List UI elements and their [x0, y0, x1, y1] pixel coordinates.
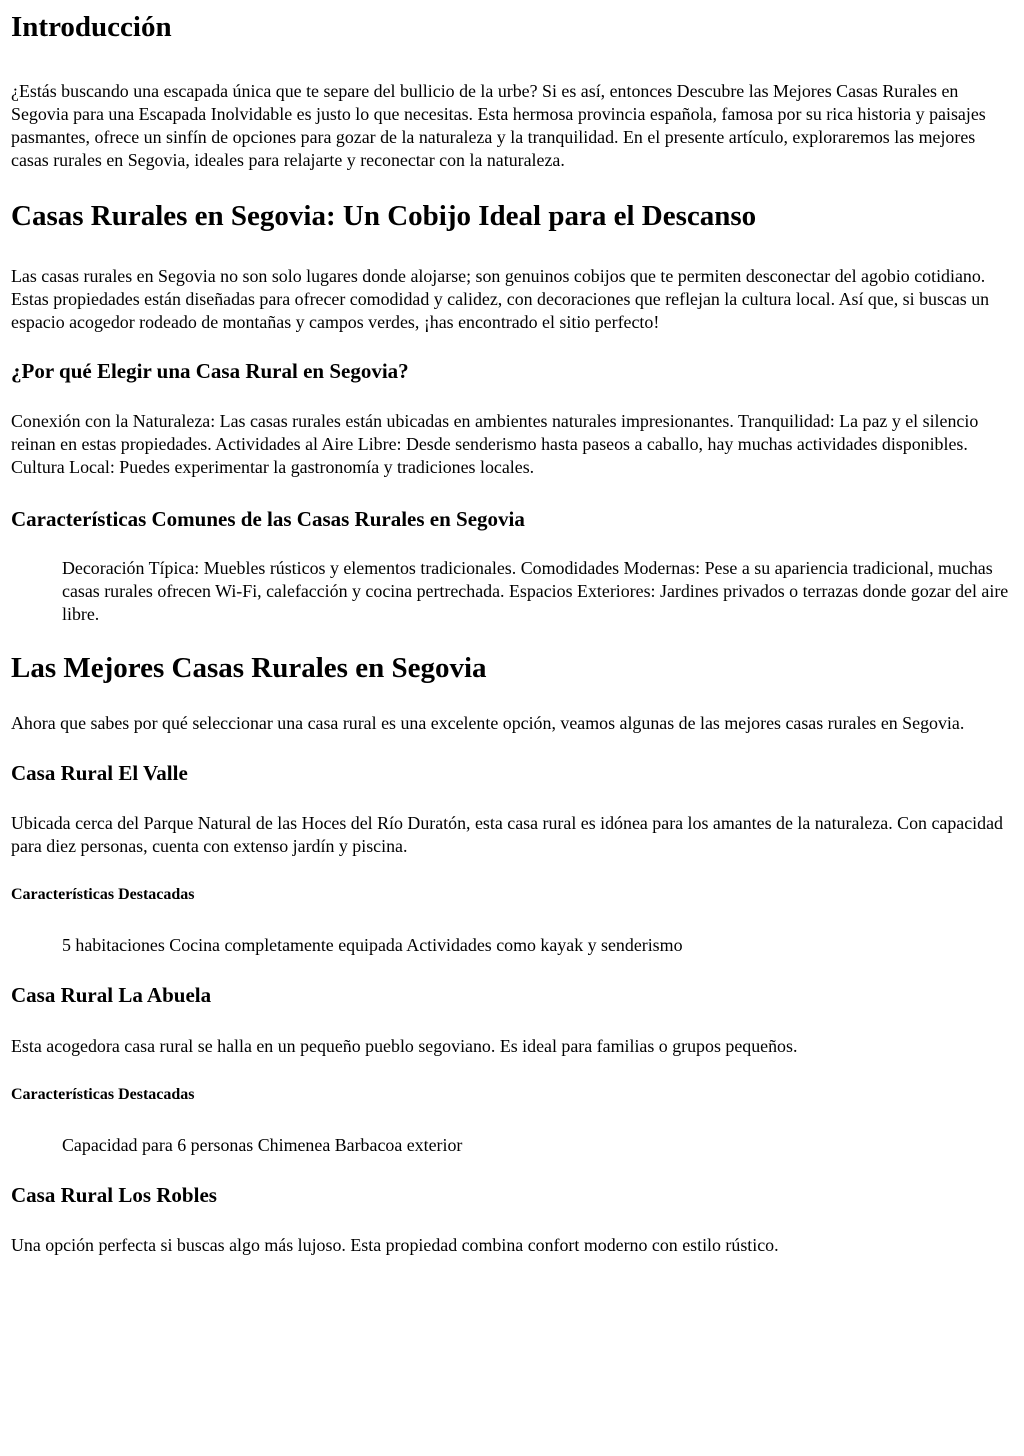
la-abuela-features-heading: Características Destacadas [11, 1086, 195, 1103]
casas-rurales-heading: Casas Rurales en Segovia: Un Cobijo Ideal para el Descanso [11, 200, 757, 232]
caracteristicas-quote: Decoración Típica: Muebles rústicos y elementos tradicionales. Comodidades Modernas: Pese a su apariencia tradicional, muchas casas rurales ofrecen Wi-Fi, calefacción y cocina pertrechada. Espacios Exteriores: Jardines privados o terrazas donde gozar del aire libre. [62, 558, 1009, 624]
la-abuela-features: Capacidad para 6 personas Chimenea Barbacoa exterior [62, 1135, 463, 1155]
document-page [0, 10, 1024, 1456]
la-abuela-heading: Casa Rural La Abuela [11, 983, 212, 1007]
mejores-heading: Las Mejores Casas Rurales en Segovia [11, 652, 487, 684]
los-robles-paragraph: Una opción perfecta si buscas algo más lujoso. Esta propiedad combina confort moderno con estilo rústico. [11, 1235, 779, 1255]
la-abuela-paragraph: Esta acogedora casa rural se halla en un pequeño pueblo segoviano. Es ideal para familias o grupos pequeños. [11, 1036, 798, 1056]
caracteristicas-heading: Características Comunes de las Casas Rurales en Segovia [11, 507, 525, 531]
el-valle-heading: Casa Rural El Valle [11, 761, 188, 785]
el-valle-features-heading: Características Destacadas [11, 886, 195, 903]
el-valle-paragraph: Ubicada cerca del Parque Natural de las Hoces del Río Duratón, esta casa rural es idónea para los amantes de la naturaleza. Con capacidad para diez personas, cuenta con extenso jardín y piscina. [11, 813, 1003, 856]
casas-rurales-paragraph: Las casas rurales en Segovia no son solo lugares donde alojarse; son genuinos cobijos que te permiten desconectar del agobio cotidiano. Estas propiedades están diseñadas para ofrecer comodidad y calidez, con decoraciones que reflejan la cultura local. Así que, si buscas un espacio acogedor rodeado de montañas y campos verdes, ¡has encontrado el sitio perfecto! [11, 266, 990, 332]
mejores-paragraph: Ahora que sabes por qué seleccionar una casa rural es una excelente opción, veamos algunas de las mejores casas rurales en Segovia. [11, 713, 965, 733]
por-que-heading: ¿Por qué Elegir una Casa Rural en Segovia? [11, 359, 409, 383]
intro-heading: Introducción [11, 11, 172, 43]
intro-paragraph: ¿Estás buscando una escapada única que te separe del bullicio de la urbe? Si es así, entonces Descubre las Mejores Casas Rurales en Segovia para una Escapada Inolvidable es justo lo que necesitas. Esta hermosa provincia española, famosa por su rica historia y paisajes pasmantes, ofrece un sinfín de opciones para gozar de la naturaleza y la tranquilidad. En el presente artículo, exploraremos las mejores casas rurales en Segovia, ideales para relajarte y reconectar con la naturaleza. [11, 81, 986, 170]
los-robles-heading: Casa Rural Los Robles [11, 1183, 217, 1207]
por-que-paragraph: Conexión con la Naturaleza: Las casas rurales están ubicadas en ambientes naturales impresionantes. Tranquilidad: La paz y el silencio reinan en estas propiedades. Actividades al Aire Libre: Desde senderismo hasta paseos a caballo, hay muchas actividades disponibles. Cultura Local: Puedes experimentar la gastronomía y tradiciones locales. [11, 411, 979, 477]
el-valle-features: 5 habitaciones Cocina completamente equipada Actividades como kayak y senderismo [62, 935, 683, 955]
